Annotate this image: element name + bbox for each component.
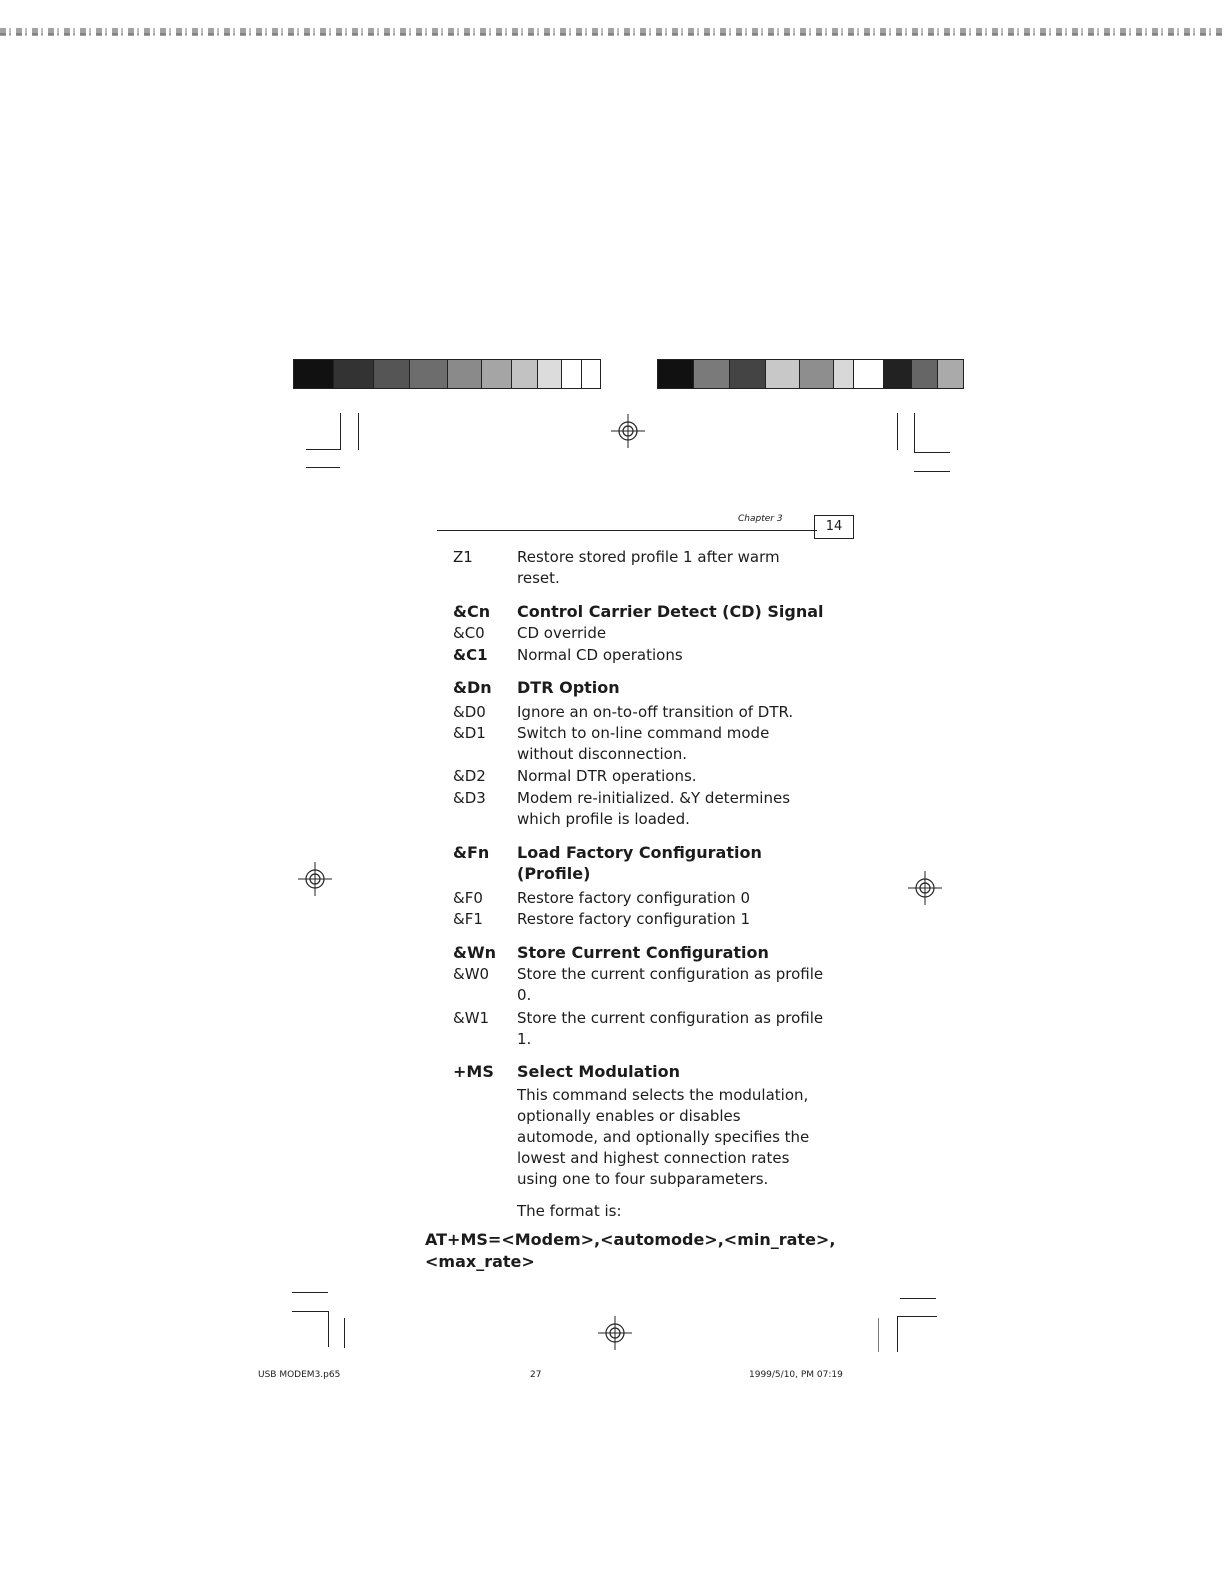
entry-code: &F1 bbox=[453, 910, 483, 928]
crop-mark-top-right-h bbox=[914, 452, 950, 453]
scan-noise-line bbox=[0, 33, 1224, 35]
entry-heading: Store Current Configuration bbox=[517, 943, 769, 962]
crop-mark-top-left-h2 bbox=[306, 467, 340, 468]
entry-code: &Cn bbox=[453, 602, 491, 621]
page-number: 14 bbox=[814, 515, 854, 539]
registration-target-right-icon bbox=[908, 871, 942, 905]
entry-code: &C1 bbox=[453, 646, 488, 664]
entry-code: +MS bbox=[453, 1062, 494, 1081]
entry-description: Restore stored profile 1 after warm reset. bbox=[517, 548, 780, 587]
crop-mark-bottom-right-h2 bbox=[900, 1298, 936, 1299]
entry-code: &W1 bbox=[453, 1009, 490, 1027]
entry-description: Store the current configuration as profile 1. bbox=[517, 1009, 824, 1048]
entry-code: &C0 bbox=[453, 624, 485, 642]
crop-mark-bottom-right-v2 bbox=[878, 1318, 879, 1352]
footer-sheet-number: 27 bbox=[530, 1370, 542, 1380]
entry-code: &F0 bbox=[453, 889, 483, 907]
crop-mark-top-right-v2 bbox=[897, 413, 898, 450]
entry-heading: DTR Option bbox=[517, 678, 620, 697]
crop-mark-top-right-v bbox=[914, 413, 915, 453]
crop-mark-top-left-v bbox=[340, 413, 341, 450]
crop-mark-top-left-v2 bbox=[358, 413, 359, 450]
entry-description: Normal CD operations bbox=[517, 646, 683, 664]
entry-code: &Fn bbox=[453, 843, 490, 862]
crop-mark-top-left-h bbox=[306, 449, 340, 450]
ms-description: This command selects the modulation, optionally enables or disables automode, and optionally specifies the lowest and highest connection rates using one to four subparameters. bbox=[517, 1086, 810, 1188]
registration-target-top-icon bbox=[611, 414, 645, 448]
color-calibration-bar-right bbox=[657, 359, 964, 389]
header-rule bbox=[437, 530, 817, 531]
entry-code: &Dn bbox=[453, 678, 492, 697]
entry-code: &W0 bbox=[453, 965, 490, 983]
chapter-label: Chapter 3 bbox=[738, 514, 783, 524]
crop-mark-bottom-right-v bbox=[897, 1316, 898, 1352]
format-command: AT+MS=<Modem>,<automode>,<min_rate>, <max_rate> bbox=[425, 1230, 836, 1271]
crop-mark-top-right-h2 bbox=[914, 471, 950, 472]
registration-target-bottom-icon bbox=[598, 1316, 632, 1350]
entry-description: Ignore an on-to-off transition of DTR. bbox=[517, 703, 794, 721]
crop-mark-bottom-left-v bbox=[328, 1311, 329, 1347]
crop-mark-bottom-left-v2 bbox=[344, 1318, 345, 1348]
crop-mark-bottom-left-h2 bbox=[292, 1292, 328, 1293]
entry-code: &D2 bbox=[453, 767, 486, 785]
entry-description: Modem re-initialized. &Y determines which profile is loaded. bbox=[517, 789, 791, 828]
entry-description: Switch to on-line command mode without disconnection. bbox=[517, 724, 770, 763]
entry-heading: Control Carrier Detect (CD) Signal bbox=[517, 602, 824, 621]
footer-timestamp: 1999/5/10, PM 07:19 bbox=[749, 1370, 843, 1380]
entry-code: &D1 bbox=[453, 724, 486, 742]
entry-code: &D0 bbox=[453, 703, 486, 721]
entry-code: Z1 bbox=[453, 548, 473, 566]
entry-heading: Load Factory Configuration (Profile) bbox=[517, 843, 762, 883]
entry-code: &D3 bbox=[453, 789, 486, 807]
entry-description: Restore factory configuration 1 bbox=[517, 910, 751, 928]
entry-description: Store the current configuration as profile 0. bbox=[517, 965, 824, 1004]
footer-filename: USB MODEM3.p65 bbox=[258, 1370, 341, 1380]
entry-heading: Select Modulation bbox=[517, 1062, 680, 1081]
entry-description: CD override bbox=[517, 624, 607, 642]
format-intro: The format is: bbox=[517, 1202, 622, 1220]
registration-target-left-icon bbox=[298, 862, 332, 896]
crop-mark-bottom-right-h bbox=[897, 1316, 937, 1317]
crop-mark-bottom-left-h bbox=[292, 1311, 328, 1312]
entry-description: Restore factory configuration 0 bbox=[517, 889, 751, 907]
entry-description: Normal DTR operations. bbox=[517, 767, 697, 785]
color-calibration-bar-left bbox=[293, 359, 601, 389]
entry-code: &Wn bbox=[453, 943, 496, 962]
